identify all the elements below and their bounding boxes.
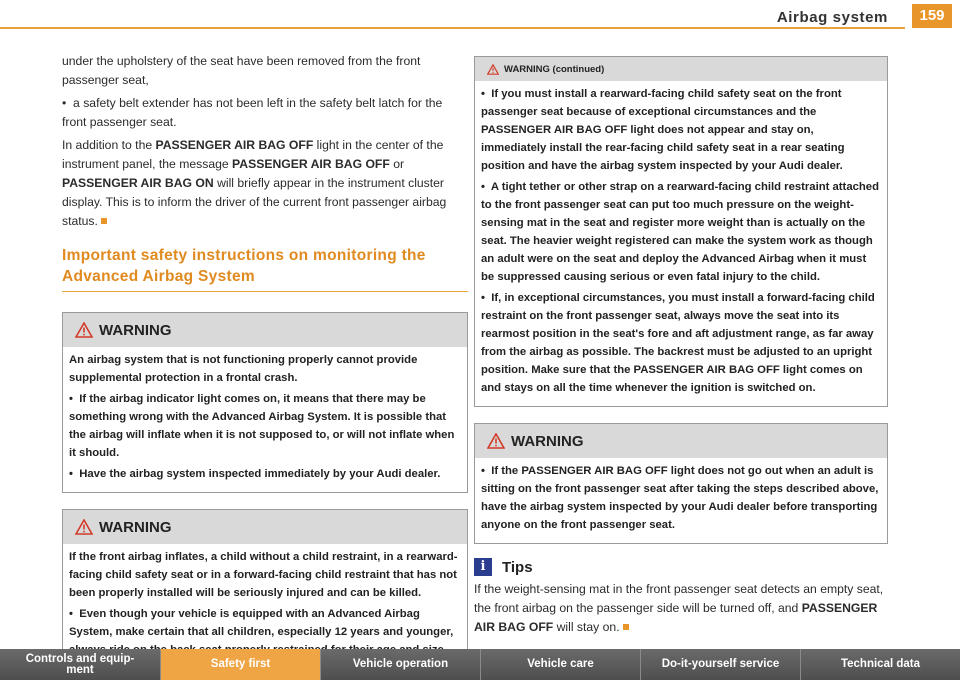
nav-tab-label: Technical data <box>840 658 921 670</box>
para-text: light in the center of the instrument panel, the message <box>62 138 444 171</box>
nav-tab-controls[interactable] <box>0 649 161 680</box>
warning-text: If the front airbag inflates, a child without a child restraint, in a rearward-facing child safety seat or in a forward-facing child restraint that has not been properly installed will be seriously injured and can be killed. <box>69 551 458 599</box>
header-rule <box>0 27 905 29</box>
warning-triangle-icon <box>75 519 93 535</box>
warning-title: WARNING (continued) <box>504 63 605 75</box>
para-bold: PASSENGER AIR BAG OFF <box>232 157 390 171</box>
tips-header <box>474 558 888 576</box>
para-text: or <box>389 157 405 171</box>
nav-tab-label: Safety first <box>210 658 271 670</box>
status-paragraph <box>62 136 468 231</box>
nav-tab-diy-service[interactable] <box>641 649 801 680</box>
tips-text-part: will stay on. <box>553 620 620 634</box>
warning-triangle-icon <box>487 64 499 75</box>
warning-bullet: • A tight tether or other strap on a rearward-facing child restraint attached to the front passenger seat can put too much pressure on the weight-sensing mat in the seat and register more weight than is actually on the seat. The heavier weight registered can make the system work as though an adult were on the seat and deploy the Advanced Airbag when it must be suppressed causing serious or even fatal injury to the child. <box>481 181 879 283</box>
tips-bold: PASSENGER AIR BAG OFF <box>474 601 878 634</box>
nav-tab-label: Vehicle care <box>527 658 594 670</box>
warning-body <box>63 347 467 492</box>
tips-text-part: If the weight-sensing mat in the front passenger seat detects an empty seat, the front airbag on the passenger side will be turned off, and <box>474 582 884 615</box>
para-bold: PASSENGER AIR BAG ON <box>62 176 214 190</box>
para-bold: PASSENGER AIR BAG OFF <box>155 138 314 152</box>
warning-triangle-icon <box>487 433 505 449</box>
end-square-icon <box>101 218 107 224</box>
page-header <box>0 0 960 32</box>
warning-box-continued <box>474 56 888 407</box>
warning-bullet: • If you must install a rearward-facing child safety seat on the front passenger seat because of exceptional circumstances and the PASSENGER AIR BAG OFF light does not appear and stay on, immediately install the rear-facing child safety seat in a rear seating position and have the airbag system inspected by your Audi dealer. <box>481 88 845 172</box>
warning-title: WARNING <box>99 518 172 536</box>
warning-bullet-text: Have the airbag system inspected immediately by your Audi dealer. <box>79 468 441 480</box>
tips-text <box>474 580 888 637</box>
nav-tab-label: Vehicle operation <box>352 658 449 670</box>
warning-body <box>475 81 887 406</box>
page-number: 159 <box>912 4 952 28</box>
warning-text: An airbag system that is not functioning properly cannot provide supplemental protection in a frontal crash. <box>69 354 418 384</box>
warning-bullet: • If the airbag indicator light comes on, it means that there may be something wrong with the Advanced Airbag System. It is possible that the airbag will inflate when it is not supposed to, or will not inflate when it should. <box>69 393 455 459</box>
warning-box <box>62 509 468 669</box>
para-text: In addition to the <box>62 138 156 152</box>
warning-bullet: • If, in exceptional circumstances, you must install a forward-facing child restraint on the front passenger seat, always move the seat into its rearmost position in the seat's fore and aft adjustment range, as far away from the airbag as possible. The backrest must be adjusted to an upright position. Make sure that the PASSENGER AIR BAG OFF light comes on and stays on all the time whenever the ignition is switched on. <box>481 292 875 394</box>
para-text: will briefly appear in the instrument cluster display. This is to inform the driver of the current front passenger airbag status. <box>62 176 447 228</box>
warning-header <box>475 57 887 81</box>
warning-bullet-text: If, in exceptional circumstances, you must install a forward-facing child restraint on the front passenger seat, always move the seat into its rearmost position in the seat's fore and aft adjustment range, as far away from the airbag as possible. The backrest must be adjusted to an upright position. Make sure that the PASSENGER AIR BAG OFF light comes on and stays on all the time whenever the ignition is switched on. <box>481 292 875 394</box>
bullet-extender-text: a safety belt extender has not been left in the safety belt latch for the front passenger seat. <box>62 96 443 129</box>
warning-header <box>63 313 467 347</box>
warning-bullet: • If the PASSENGER AIR BAG OFF light does not go out when an adult is sitting on the front passenger seat after taking the steps described above, have the airbag system inspected by your Audi dealer before transporting anyone on the front passenger seat. <box>481 465 879 531</box>
warning-title: WARNING <box>99 321 172 339</box>
warning-box <box>474 423 888 544</box>
warning-bullet: • Have the airbag system inspected immediately by your Audi dealer. <box>69 468 441 480</box>
page-title: Airbag system <box>776 9 888 26</box>
info-icon: i <box>474 558 492 576</box>
left-column <box>62 52 468 669</box>
warning-body <box>475 458 887 543</box>
warning-bullet-text: Even though your vehicle is equipped with an Advanced Airbag System, make certain that all children, especially 12 years and younger, <box>69 608 454 638</box>
bullet-extender: • a safety belt extender has not been left in the safety belt latch for the front passenger seat. <box>62 96 443 129</box>
warning-header <box>475 424 887 458</box>
warning-bullet-text: If the PASSENGER AIR BAG OFF light does not go out when an adult is sitting on the front passenger seat after taking the steps described above, have the airbag system inspected by your Audi dealer before transporting anyone on the front passenger seat. <box>481 465 879 531</box>
warning-bullet-text: If you must install a rearward-facing child safety seat on the front passenger seat because of exceptional circumstances and the PASSENGER AIR BAG OFF light does not appear and stay on, immediately install the rear-facing child safety seat in a rear seating position and have the airbag system inspected by your Audi dealer. <box>481 88 845 172</box>
right-column <box>474 56 888 641</box>
intro-text: under the upholstery of the seat have been removed from the front passenger seat, <box>62 54 421 87</box>
nav-tab-safety-first[interactable] <box>161 649 321 680</box>
nav-tab-vehicle-operation[interactable] <box>321 649 481 680</box>
nav-tab-label: Controls and equip- <box>25 652 135 665</box>
chapter-nav <box>0 649 960 680</box>
nav-tab-label: ment <box>66 663 94 676</box>
warning-box <box>62 312 468 493</box>
warning-triangle-icon <box>75 322 93 338</box>
warning-bullet-text: If the airbag indicator light comes on, it means that there may be something wrong with the Advanced Airbag System. It is possible that the airbag will inflate when it is not supposed to, or will not inflate when it should. <box>69 393 455 459</box>
warning-bullet: • Even though your vehicle is equipped with an Advanced Airbag System, make certain that all children, especially 12 years and younger, <box>69 605 461 659</box>
nav-tab-vehicle-care[interactable] <box>481 649 641 680</box>
nav-tab-label: Do-it-yourself service <box>661 658 780 670</box>
warning-header <box>63 510 467 544</box>
nav-tab-technical-data[interactable] <box>801 649 960 680</box>
warning-bullet-text: A tight tether or other strap on a rearward-facing child restraint attached to the front passenger seat can put too much pressure on the weight-sensing mat in the seat and register more weight than is actually on the seat. The heavier weight registered can make the system work as though an adult were on the seat and deploy the Advanced Airbag when it must be suppressed causing serious or even fatal injury to the child. <box>481 181 879 283</box>
tips-title: Tips <box>502 558 533 576</box>
end-square-icon <box>623 624 629 630</box>
warning-title: WARNING <box>511 432 584 450</box>
section-heading: Important safety instructions on monitoring the Advanced Airbag System <box>62 245 468 292</box>
